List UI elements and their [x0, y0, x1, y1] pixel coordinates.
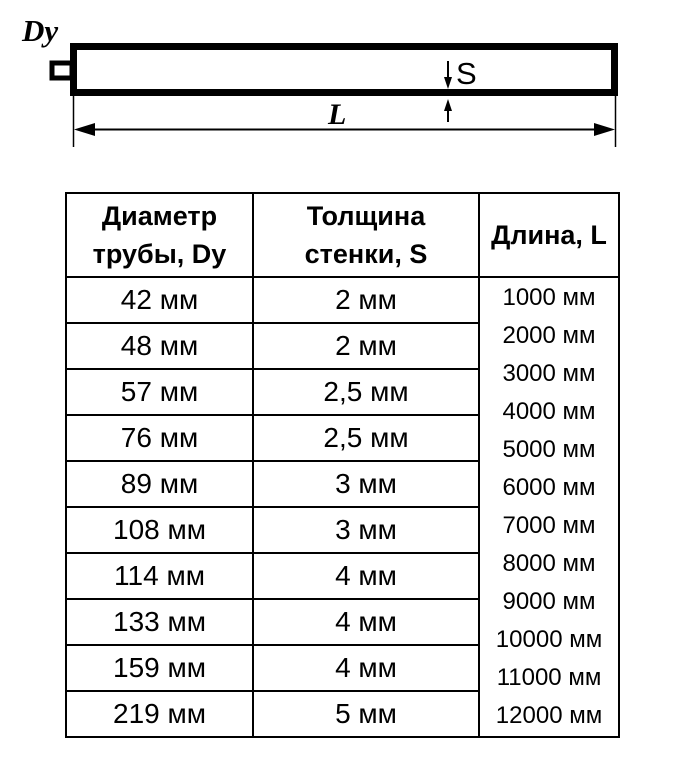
length-item: 9000 мм: [502, 588, 596, 615]
pipe-drawing: [0, 0, 681, 170]
lengths-cell: [479, 277, 619, 737]
lengths-list: [480, 279, 618, 735]
thickness-header-line2: стенки, S: [304, 239, 428, 269]
header-row: [66, 193, 619, 277]
thickness-cell: 2,5 мм: [253, 415, 479, 461]
length-item: 8000 мм: [502, 550, 596, 577]
table-row: [66, 277, 619, 323]
thickness-cell: 3 мм: [253, 507, 479, 553]
diameter-cell: 133 мм: [66, 599, 253, 645]
diameter-column-header: [66, 193, 253, 277]
diameter-cell: 114 мм: [66, 553, 253, 599]
thickness-cell: 3 мм: [253, 461, 479, 507]
thickness-cell: 2,5 мм: [253, 369, 479, 415]
diameter-cell: 89 мм: [66, 461, 253, 507]
diameter-cell: 219 мм: [66, 691, 253, 737]
diameter-cell: 108 мм: [66, 507, 253, 553]
length-column-header: [479, 193, 619, 277]
l-label: L: [328, 98, 347, 131]
thickness-cell: 2 мм: [253, 323, 479, 369]
thickness-cell: 2 мм: [253, 277, 479, 323]
diameter-header-line2: трубы, Dy: [92, 239, 227, 269]
dy-label: Dy: [22, 13, 59, 48]
length-item: 6000 мм: [502, 474, 596, 501]
diameter-cell: 48 мм: [66, 323, 253, 369]
thickness-column-header: [253, 193, 479, 277]
thickness-cell: 5 мм: [253, 691, 479, 737]
length-item: 12000 мм: [495, 702, 603, 729]
thickness-cell: 4 мм: [253, 553, 479, 599]
length-item: 7000 мм: [502, 512, 596, 539]
diameter-header-line1: Диаметр: [101, 201, 218, 231]
dy-notch: [52, 63, 72, 78]
wall-thickness-arrow-up-icon: [444, 99, 452, 122]
pipe-outline: [74, 47, 615, 93]
diameter-cell: 76 мм: [66, 415, 253, 461]
length-item: 1000 мм: [502, 284, 596, 311]
length-item: 3000 мм: [502, 360, 596, 387]
diameter-cell: 159 мм: [66, 645, 253, 691]
length-item: 11000 мм: [496, 664, 602, 691]
thickness-cell: 4 мм: [253, 599, 479, 645]
length-item: 10000 мм: [495, 626, 603, 653]
length-header-line1: Длина, L: [491, 220, 607, 250]
length-item: 2000 мм: [502, 322, 596, 349]
thickness-cell: 4 мм: [253, 645, 479, 691]
length-item: 4000 мм: [502, 398, 596, 425]
s-label: S: [456, 56, 477, 91]
diameter-cell: 57 мм: [66, 369, 253, 415]
pipe-spec-table: [65, 192, 620, 738]
length-item: 5000 мм: [502, 436, 596, 463]
thickness-header-line1: Толщина: [306, 201, 426, 231]
diameter-cell: 42 мм: [66, 277, 253, 323]
